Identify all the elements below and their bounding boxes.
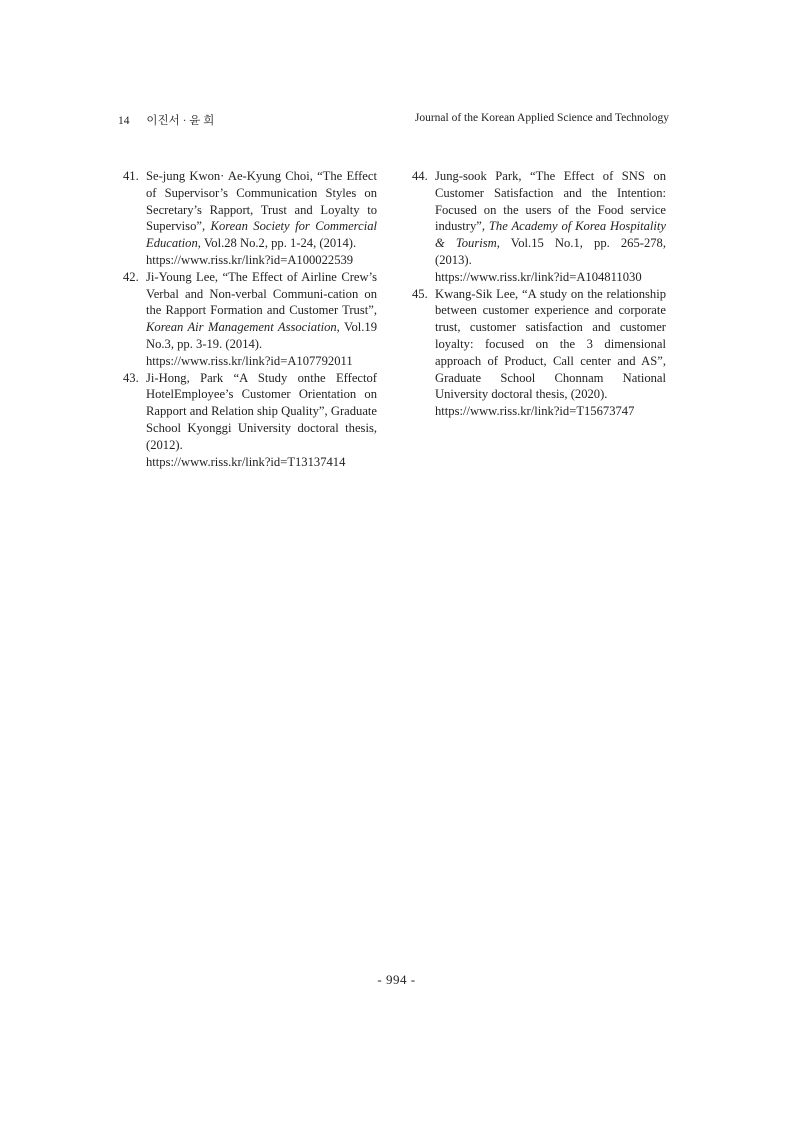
- reference-number: 44.: [412, 169, 428, 183]
- reference-number: 43.: [123, 370, 139, 385]
- reference-body: [435, 286, 666, 404]
- header-authors: 이진서 · 윤 희: [146, 115, 215, 127]
- reference-body: [146, 269, 377, 353]
- reference-url-link[interactable]: https://www.riss.kr/link?id=A107792011: [146, 353, 353, 368]
- reference-number: 41.: [123, 169, 139, 183]
- reference-item-41: [123, 168, 377, 269]
- reference-details: , Vol.28 No.2, pp. 1-24, (2014).: [197, 236, 357, 251]
- page-folio: - 994 -: [377, 972, 416, 987]
- header-page-number: 14: [118, 115, 130, 127]
- reference-body: [146, 370, 377, 454]
- reference-number: 45.: [412, 286, 428, 301]
- reference-url-link[interactable]: https://www.riss.kr/link?id=T15673747: [435, 404, 635, 419]
- header-left: [118, 112, 214, 128]
- reference-url-link[interactable]: https://www.riss.kr/link?id=A104811030: [435, 269, 642, 284]
- reference-text: Kwang-Sik Lee, “A study on the relationship between customer experience and corporate trust, customer satisfaction and customer loyalty: focused on the 3 dimensional approach of Product, Call center and AS”, Graduate School Chonnam National University doctoral thesis, (2020).: [435, 286, 666, 402]
- header-journal-title: Journal of the Korean Applied Science and Technology: [414, 112, 669, 124]
- reference-text: Jung-sook Park, “The Effect of SNS on Customer Satisfaction and the Intention: Focused on the users of the Food service industry”,: [435, 169, 666, 234]
- reference-item-43: [123, 370, 377, 471]
- references-column-right: [412, 168, 666, 420]
- reference-text: Ji-Hong, Park “A Study onthe Effectof HotelEmployee’s Customer Orientation on Rapport and Relation ship Quality”, Graduate School Kyonggi University doctoral thesis, (2012).: [146, 370, 377, 452]
- references-column-left: [123, 168, 377, 470]
- reference-details: , Vol.15 No.1, pp. 265-278, (2013).: [435, 236, 666, 267]
- reference-journal: Korean Air Management Association: [146, 320, 337, 335]
- reference-number: 42.: [123, 269, 139, 284]
- reference-item-44: [412, 168, 666, 286]
- reference-item-42: [123, 269, 377, 370]
- reference-url-link[interactable]: https://www.riss.kr/link?id=T13137414: [146, 454, 346, 469]
- reference-journal: The Academy of Korea Hospitality & Tourism: [435, 219, 666, 251]
- reference-url-link[interactable]: https://www.riss.kr/link?id=A100022539: [146, 252, 354, 267]
- reference-item-45: [412, 286, 666, 420]
- reference-body: [435, 168, 666, 269]
- reference-journal: Korean Society for Commercial Education: [146, 219, 377, 251]
- reference-details: , Vol.19 No.3, pp. 3-19. (2014).: [146, 320, 377, 351]
- reference-body: [146, 168, 377, 252]
- reference-text: Ji-Young Lee, “The Effect of Airline Crew’s Verbal and Non-verbal Communi-cation on the Rapport Formation and Customer Trust”,: [146, 269, 377, 318]
- reference-text: Se-jung Kwon· Ae-Kyung Choi, “The Effect of Supervisor’s Communication Styles on Secretary’s Rapport, Trust and Loyalty to Superviso”,: [146, 169, 377, 234]
